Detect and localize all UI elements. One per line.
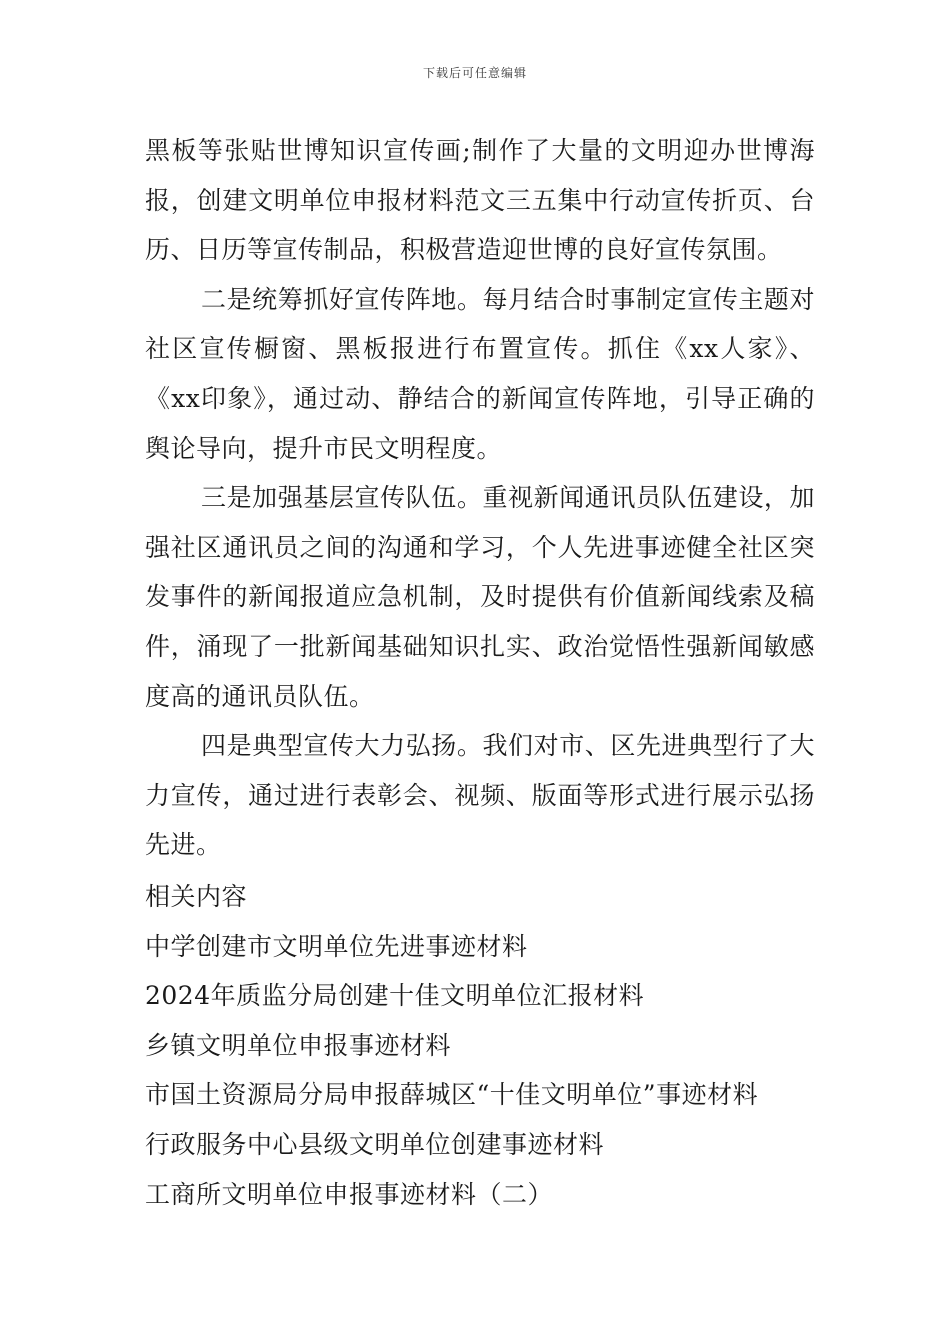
paragraph-propaganda-team: 三是加强基层宣传队伍。重视新闻通讯员队伍建设，加强社区通讯员之间的沟通和学习，个人先进事迹健全社区突发事件的新闻报道应急机制，及时提供有价值新闻线索及稿件，涌现了一批新闻基础知识扎实、政治觉悟性强新闻敏感度高的通讯员队伍。 bbox=[145, 483, 815, 711]
related-content-section bbox=[145, 872, 825, 1219]
related-link[interactable]: 乡镇文明单位申报事迹材料 bbox=[145, 1030, 452, 1060]
related-link[interactable]: 中学创建市文明单位先进事迹材料 bbox=[145, 931, 528, 961]
related-link[interactable]: 市国土资源局分局申报薛城区“十佳文明单位”事迹材料 bbox=[145, 1080, 759, 1110]
document-body bbox=[145, 126, 815, 870]
related-link[interactable]: 行政服务中心县级文明单位创建事迹材料 bbox=[145, 1129, 605, 1159]
paragraph-propaganda-front: 二是统筹抓好宣传阵地。每月结合时事制定宣传主题对社区宣传橱窗、黑板报进行布置宣传。抓住《xx人家》、《xx印象》，通过动、静结合的新闻宣传阵地，引导正确的舆论导向，提升市民文明程度。 bbox=[145, 284, 815, 463]
paragraph-typical-promotion: 四是典型宣传大力弘扬。我们对市、区先进典型行了大力宣传，通过进行表彰会、视频、版面等形式进行展示弘扬先进。 bbox=[145, 731, 815, 860]
related-link[interactable]: 2024年质监分局创建十佳文明单位汇报材料 bbox=[145, 981, 645, 1011]
paragraph-continued: 黑板等张贴世博知识宣传画;制作了大量的文明迎办世博海报，创建文明单位申报材料范文三五集中行动宣传折页、台历、日历等宣传制品，积极营造迎世博的良好宣传氛围。 bbox=[145, 136, 815, 265]
page-header: 下载后可任意编辑 bbox=[422, 66, 527, 80]
related-link[interactable]: 工商所文明单位申报事迹材料（二） bbox=[145, 1179, 554, 1209]
related-content-title: 相关内容 bbox=[145, 882, 248, 911]
